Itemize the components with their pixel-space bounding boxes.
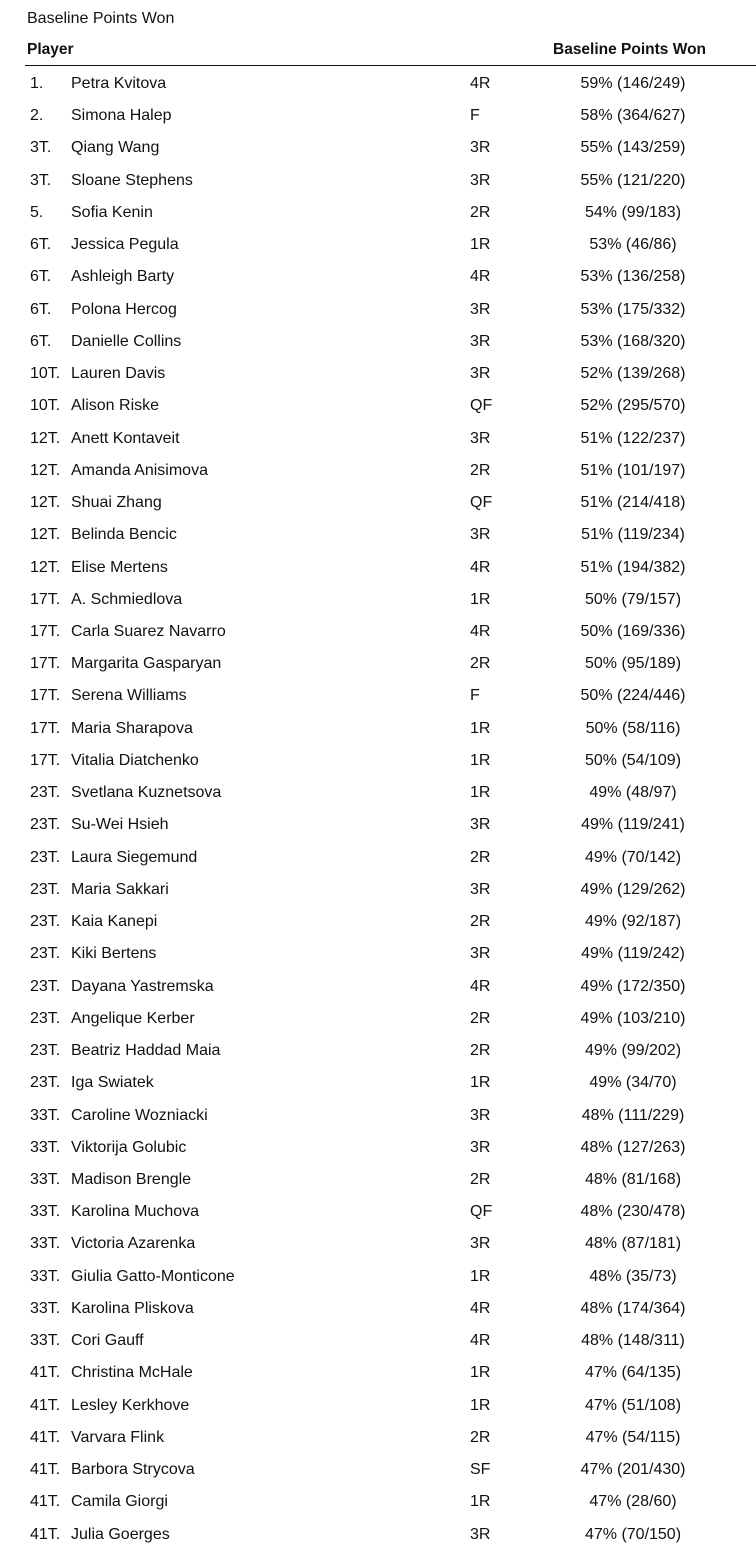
- baseline-points-won-value: 49% (119/242): [581, 945, 685, 963]
- round-reached: 4R: [470, 75, 491, 92]
- round-reached: 3R: [470, 300, 491, 318]
- player-rank: 6T.: [30, 300, 52, 318]
- round-reached: 3R: [470, 880, 491, 898]
- round-reached: 1R: [470, 719, 491, 737]
- baseline-points-won-value: 55% (121/220): [580, 171, 686, 189]
- round-reached: 3R: [470, 526, 491, 544]
- player-name: Karolina Pliskova: [71, 1299, 194, 1317]
- round-reached: 1R: [470, 1074, 491, 1092]
- player-rank: 23T.: [30, 1042, 61, 1060]
- table-row: [0, 1228, 756, 1260]
- baseline-points-won-value: 59% (146/249): [580, 75, 686, 92]
- baseline-points-won-value: 50% (58/116): [585, 719, 681, 737]
- baseline-points-won-value: 49% (92/187): [584, 913, 682, 931]
- round-reached: F: [470, 107, 480, 125]
- baseline-points-won-value: 50% (224/446): [580, 687, 686, 705]
- player-name: Amanda Anisimova: [71, 461, 208, 479]
- table-row: [0, 1164, 756, 1196]
- table-row: [0, 713, 756, 745]
- table-row: [0, 1293, 756, 1325]
- baseline-points-won-value: 48% (230/478): [580, 1203, 686, 1221]
- table-row: [0, 1422, 756, 1454]
- baseline-points-won-value: 47% (64/135): [584, 1364, 682, 1382]
- round-reached: 2R: [470, 1170, 491, 1188]
- player-name: Maria Sakkari: [71, 880, 169, 898]
- player-name: Julia Goerges: [71, 1525, 170, 1543]
- table-row: [0, 1390, 756, 1422]
- baseline-points-won-value: 47% (201/430): [580, 1461, 686, 1479]
- baseline-points-won-value: 58% (364/627): [580, 107, 686, 125]
- player-rank: 23T.: [30, 1009, 61, 1027]
- baseline-points-won-value: 51% (119/234): [581, 526, 685, 544]
- player-rank: 41T.: [30, 1461, 61, 1479]
- baseline-points-won-value: 47% (54/115): [585, 1428, 681, 1446]
- player-name: Kaia Kanepi: [71, 913, 158, 931]
- player-rank: 41T.: [30, 1493, 61, 1511]
- baseline-points-won-value: 55% (143/259): [580, 139, 686, 157]
- table-row: [0, 423, 756, 455]
- round-reached: 3R: [470, 365, 491, 383]
- table-row: [0, 938, 756, 970]
- round-reached: 2R: [470, 848, 491, 866]
- table-row: [0, 68, 756, 100]
- player-rank: 17T.: [30, 655, 61, 673]
- baseline-points-won-value: 49% (129/262): [580, 880, 686, 898]
- table-row: [0, 745, 756, 777]
- player-rank: 33T.: [30, 1299, 61, 1317]
- round-reached: QF: [470, 397, 493, 415]
- player-name: Alison Riske: [71, 397, 160, 415]
- player-rank: 23T.: [30, 848, 61, 866]
- round-reached: 1R: [470, 1396, 491, 1414]
- baseline-points-won-value: 50% (54/109): [584, 751, 682, 769]
- player-name: Elise Mertens: [71, 558, 168, 576]
- player-name: Angelique Kerber: [71, 1009, 195, 1027]
- table-row: [0, 1067, 756, 1099]
- baseline-points-won-value: 53% (46/86): [589, 236, 677, 254]
- baseline-points-won-value: 48% (35/73): [589, 1267, 677, 1285]
- table-row: [0, 809, 756, 841]
- baseline-points-won-value: 50% (95/189): [584, 655, 682, 673]
- player-rank: 33T.: [30, 1332, 61, 1350]
- player-rank: 41T.: [30, 1396, 61, 1414]
- baseline-points-won-value: 49% (172/350): [580, 977, 686, 995]
- round-reached: 3R: [470, 1138, 491, 1156]
- player-rank: 17T.: [30, 751, 61, 769]
- player-rank: 1.: [30, 75, 44, 92]
- baseline-points-won-value: 49% (99/202): [584, 1042, 682, 1060]
- round-reached: 1R: [470, 590, 491, 608]
- player-name: Serena Williams: [71, 687, 187, 705]
- player-rank: 33T.: [30, 1106, 61, 1124]
- player-name: Vitalia Diatchenko: [71, 751, 199, 769]
- player-rank: 3T.: [30, 171, 52, 189]
- baseline-points-won-value: 48% (111/229): [581, 1106, 685, 1124]
- player-rank: 2.: [30, 107, 44, 125]
- player-rank: 17T.: [30, 719, 61, 737]
- player-name: Kiki Bertens: [71, 945, 157, 963]
- baseline-points-won-value: 51% (214/418): [580, 494, 686, 512]
- table-row: [0, 1519, 756, 1551]
- column-header-baseline-points-won: Baseline Points Won: [553, 41, 707, 58]
- player-rank: 17T.: [30, 590, 61, 608]
- table-row: [0, 358, 756, 390]
- table-row: [0, 680, 756, 712]
- player-name: Margarita Gasparyan: [71, 655, 222, 673]
- round-reached: 2R: [470, 1428, 491, 1446]
- table-row: [0, 1325, 756, 1357]
- table-row: [0, 487, 756, 519]
- baseline-points-won-value: 49% (48/97): [589, 784, 677, 802]
- player-rank: 12T.: [30, 558, 61, 576]
- table-row: [0, 584, 756, 616]
- round-reached: F: [470, 687, 480, 705]
- round-reached: 3R: [470, 139, 491, 157]
- round-reached: 1R: [470, 751, 491, 769]
- table-row: [0, 552, 756, 584]
- table-row: [0, 326, 756, 358]
- table-row: [0, 1100, 756, 1132]
- table-row: [0, 1486, 756, 1518]
- round-reached: 3R: [470, 1235, 491, 1253]
- player-rank: 10T.: [30, 365, 61, 383]
- round-reached: 3R: [470, 945, 491, 963]
- round-reached: 3R: [470, 1525, 491, 1543]
- table-row: [0, 906, 756, 938]
- round-reached: 1R: [470, 236, 491, 254]
- player-name: Su-Wei Hsieh: [71, 816, 169, 834]
- player-rank: 23T.: [30, 945, 61, 963]
- baseline-points-won-value: 48% (148/311): [581, 1332, 685, 1350]
- baseline-points-won-value: 47% (51/108): [584, 1396, 682, 1414]
- player-name: Madison Brengle: [71, 1170, 192, 1188]
- baseline-points-won-value: 47% (70/150): [584, 1525, 682, 1543]
- player-name: A. Schmiedlova: [71, 590, 183, 608]
- player-name: Cori Gauff: [71, 1332, 144, 1350]
- player-name: Shuai Zhang: [71, 494, 162, 512]
- player-name: Ashleigh Barty: [71, 268, 175, 286]
- player-rank: 23T.: [30, 977, 61, 995]
- round-reached: 2R: [470, 203, 491, 221]
- baseline-points-won-value: 53% (175/332): [580, 300, 686, 318]
- table-row: [0, 616, 756, 648]
- baseline-points-won-value: 49% (70/142): [584, 848, 682, 866]
- player-rank: 6T.: [30, 236, 52, 254]
- player-name: Simona Halep: [71, 107, 172, 125]
- player-rank: 23T.: [30, 913, 61, 931]
- player-name: Camila Giorgi: [71, 1493, 168, 1511]
- player-name: Anett Kontaveit: [71, 429, 180, 447]
- player-rank: 12T.: [30, 526, 61, 544]
- round-reached: 4R: [470, 622, 491, 640]
- round-reached: 3R: [470, 429, 491, 447]
- table-row: [0, 1454, 756, 1486]
- baseline-points-won-value: 50% (79/157): [584, 590, 682, 608]
- round-reached: 3R: [470, 332, 491, 350]
- player-name: Petra Kvitova: [71, 75, 167, 92]
- player-name: Polona Hercog: [71, 300, 177, 318]
- baseline-points-won-value: 49% (34/70): [589, 1074, 677, 1092]
- table-row: [0, 519, 756, 551]
- player-rank: 41T.: [30, 1428, 61, 1446]
- player-name: Danielle Collins: [71, 332, 182, 350]
- table-row: [0, 390, 756, 422]
- table-row: [0, 229, 756, 261]
- table-row: [0, 874, 756, 906]
- player-name: Giulia Gatto-Monticone: [71, 1267, 235, 1285]
- baseline-points-won-value: 49% (119/241): [581, 816, 685, 834]
- round-reached: 1R: [470, 1493, 491, 1511]
- table-row: [0, 1132, 756, 1164]
- player-rank: 41T.: [30, 1525, 61, 1543]
- table-row: [0, 1261, 756, 1293]
- player-name: Carla Suarez Navarro: [71, 622, 226, 640]
- table-row: [0, 842, 756, 874]
- player-name: Lauren Davis: [71, 365, 166, 383]
- table-row: [0, 1003, 756, 1035]
- round-reached: 4R: [470, 558, 491, 576]
- table-row: [0, 455, 756, 487]
- round-reached: 1R: [470, 1267, 491, 1285]
- baseline-points-won-value: 49% (103/210): [580, 1009, 686, 1027]
- round-reached: 3R: [470, 1106, 491, 1124]
- table-row: [0, 648, 756, 680]
- table-row: [0, 132, 756, 164]
- baseline-points-won-value: 47% (28/60): [589, 1493, 677, 1511]
- player-rank: 6T.: [30, 332, 52, 350]
- player-rank: 33T.: [30, 1170, 61, 1188]
- player-name: Dayana Yastremska: [71, 977, 214, 995]
- round-reached: 1R: [470, 784, 491, 802]
- round-reached: QF: [470, 494, 493, 512]
- player-name: Maria Sharapova: [71, 719, 193, 737]
- round-reached: QF: [470, 1203, 493, 1221]
- player-name: Barbora Strycova: [71, 1461, 195, 1479]
- round-reached: 4R: [470, 1332, 491, 1350]
- stats-table: [0, 68, 756, 1551]
- baseline-points-won-value: 48% (127/263): [580, 1138, 686, 1156]
- baseline-points-won-value: 51% (122/237): [580, 429, 686, 447]
- player-rank: 12T.: [30, 429, 61, 447]
- baseline-points-won-value: 51% (101/197): [580, 461, 686, 479]
- round-reached: 2R: [470, 913, 491, 931]
- round-reached: 2R: [470, 655, 491, 673]
- round-reached: SF: [470, 1461, 491, 1479]
- round-reached: 4R: [470, 1299, 491, 1317]
- round-reached: 2R: [470, 461, 491, 479]
- table-row: [0, 777, 756, 809]
- player-rank: 23T.: [30, 1074, 61, 1092]
- player-name: Karolina Muchova: [71, 1203, 200, 1221]
- player-name: Beatriz Haddad Maia: [71, 1042, 221, 1060]
- player-name: Sloane Stephens: [71, 171, 193, 189]
- table-row: [0, 1196, 756, 1228]
- player-name: Belinda Bencic: [71, 526, 177, 544]
- baseline-points-won-value: 53% (136/258): [580, 268, 686, 286]
- player-name: Laura Siegemund: [71, 848, 198, 866]
- round-reached: 2R: [470, 1009, 491, 1027]
- player-name: Victoria Azarenka: [71, 1235, 196, 1253]
- player-rank: 5.: [30, 203, 44, 221]
- player-rank: 33T.: [30, 1267, 61, 1285]
- baseline-points-won-value: 48% (174/364): [580, 1299, 686, 1317]
- player-rank: 33T.: [30, 1138, 61, 1156]
- player-name: Viktorija Golubic: [71, 1138, 187, 1156]
- table-row: [0, 100, 756, 132]
- player-name: Christina McHale: [71, 1364, 193, 1382]
- table-row: [0, 165, 756, 197]
- round-reached: 4R: [470, 977, 491, 995]
- player-rank: 41T.: [30, 1364, 61, 1382]
- page-title: Baseline Points Won: [27, 10, 175, 27]
- player-name: Jessica Pegula: [71, 236, 179, 254]
- header-divider: [25, 65, 756, 66]
- player-name: Lesley Kerkhove: [71, 1396, 190, 1414]
- table-row: [0, 971, 756, 1003]
- player-name: Iga Swiatek: [71, 1074, 154, 1092]
- player-rank: 23T.: [30, 784, 61, 802]
- player-rank: 17T.: [30, 622, 61, 640]
- baseline-points-won-value: 52% (139/268): [580, 365, 686, 383]
- round-reached: 2R: [470, 1042, 491, 1060]
- baseline-points-won-value: 52% (295/570): [580, 397, 686, 415]
- table-row: [0, 1357, 756, 1389]
- player-name: Qiang Wang: [71, 139, 160, 157]
- round-reached: 4R: [470, 268, 491, 286]
- player-name: Varvara Flink: [71, 1428, 165, 1446]
- table-row: [0, 261, 756, 293]
- player-rank: 23T.: [30, 880, 61, 898]
- table-row: [0, 197, 756, 229]
- baseline-points-won-value: 48% (87/181): [584, 1235, 682, 1253]
- baseline-points-won-value: 54% (99/183): [584, 203, 682, 221]
- baseline-points-won-value: 48% (81/168): [584, 1170, 682, 1188]
- player-rank: 33T.: [30, 1203, 61, 1221]
- round-reached: 3R: [470, 816, 491, 834]
- table-row: [0, 294, 756, 326]
- player-rank: 3T.: [30, 139, 52, 157]
- player-rank: 6T.: [30, 268, 52, 286]
- baseline-points-won-value: 51% (194/382): [580, 558, 686, 576]
- player-rank: 33T.: [30, 1235, 61, 1253]
- column-header-player: Player: [27, 41, 74, 58]
- player-name: Svetlana Kuznetsova: [71, 784, 222, 802]
- round-reached: 1R: [470, 1364, 491, 1382]
- table-row: [0, 1035, 756, 1067]
- player-rank: 12T.: [30, 494, 61, 512]
- player-rank: 10T.: [30, 397, 61, 415]
- player-rank: 17T.: [30, 687, 61, 705]
- baseline-points-won-value: 53% (168/320): [580, 332, 686, 350]
- player-rank: 12T.: [30, 461, 61, 479]
- player-name: Sofia Kenin: [71, 203, 153, 221]
- round-reached: 3R: [470, 171, 491, 189]
- baseline-points-won-value: 50% (169/336): [580, 622, 686, 640]
- player-rank: 23T.: [30, 816, 61, 834]
- player-name: Caroline Wozniacki: [71, 1106, 208, 1124]
